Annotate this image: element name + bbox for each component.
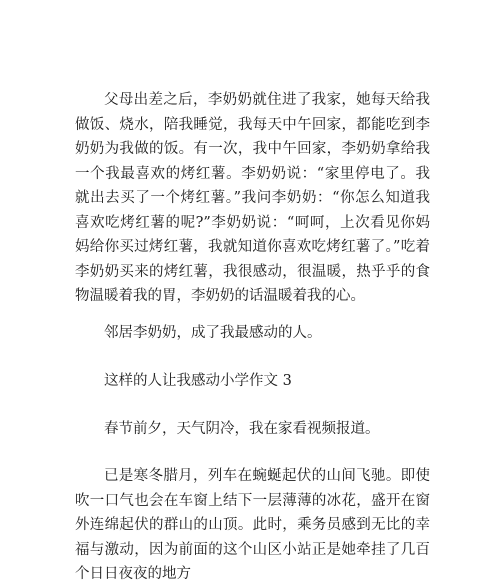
essay-section-title: 这样的人让我感动小学作文 3 <box>104 373 292 389</box>
paragraph-grandma-li-care: 父母出差之后，李奶奶就住进了我家，她每天给我做饭、烧水，陪我睡觉，我每天中午回家，都能吃到李奶奶为我做的饭。有一次，我中午回家，李奶奶拿给我一个我最喜欢的烤红薯。李奶奶说：“家里停电了。我就出去买了一个烤红薯。”我问李奶奶：“你怎么知道我喜欢吃烤红薯的呢?”李奶奶说：“呵呵，上次看见你妈妈给你买过烤红薯，我就知道你喜欢吃烤红薯了。”吃着李奶奶买来的烤红薯，我很感动，很温暖，热乎乎的食物温暖着我的胃，李奶奶的话温暖着我的心。 <box>75 92 430 304</box>
paragraph-most-moving-person: 邻居李奶奶，成了我最感动的人。 <box>104 325 322 341</box>
paragraph-train-winter: 已是寒冬腊月，列车在蜿蜒起伏的山间飞驰。即使吹一口气也会在车窗上结下一层薄薄的冰花，盛开在窗外连绵起伏的群山的山顶。此时，乘务员感到无比的幸福与激动，因为前面的这个山区小站正是她牵挂了几百个日日夜夜的地方 <box>75 468 430 582</box>
paragraph-spring-festival-eve: 春节前夕，天气阴冷，我在家看视频报道。 <box>104 421 380 437</box>
